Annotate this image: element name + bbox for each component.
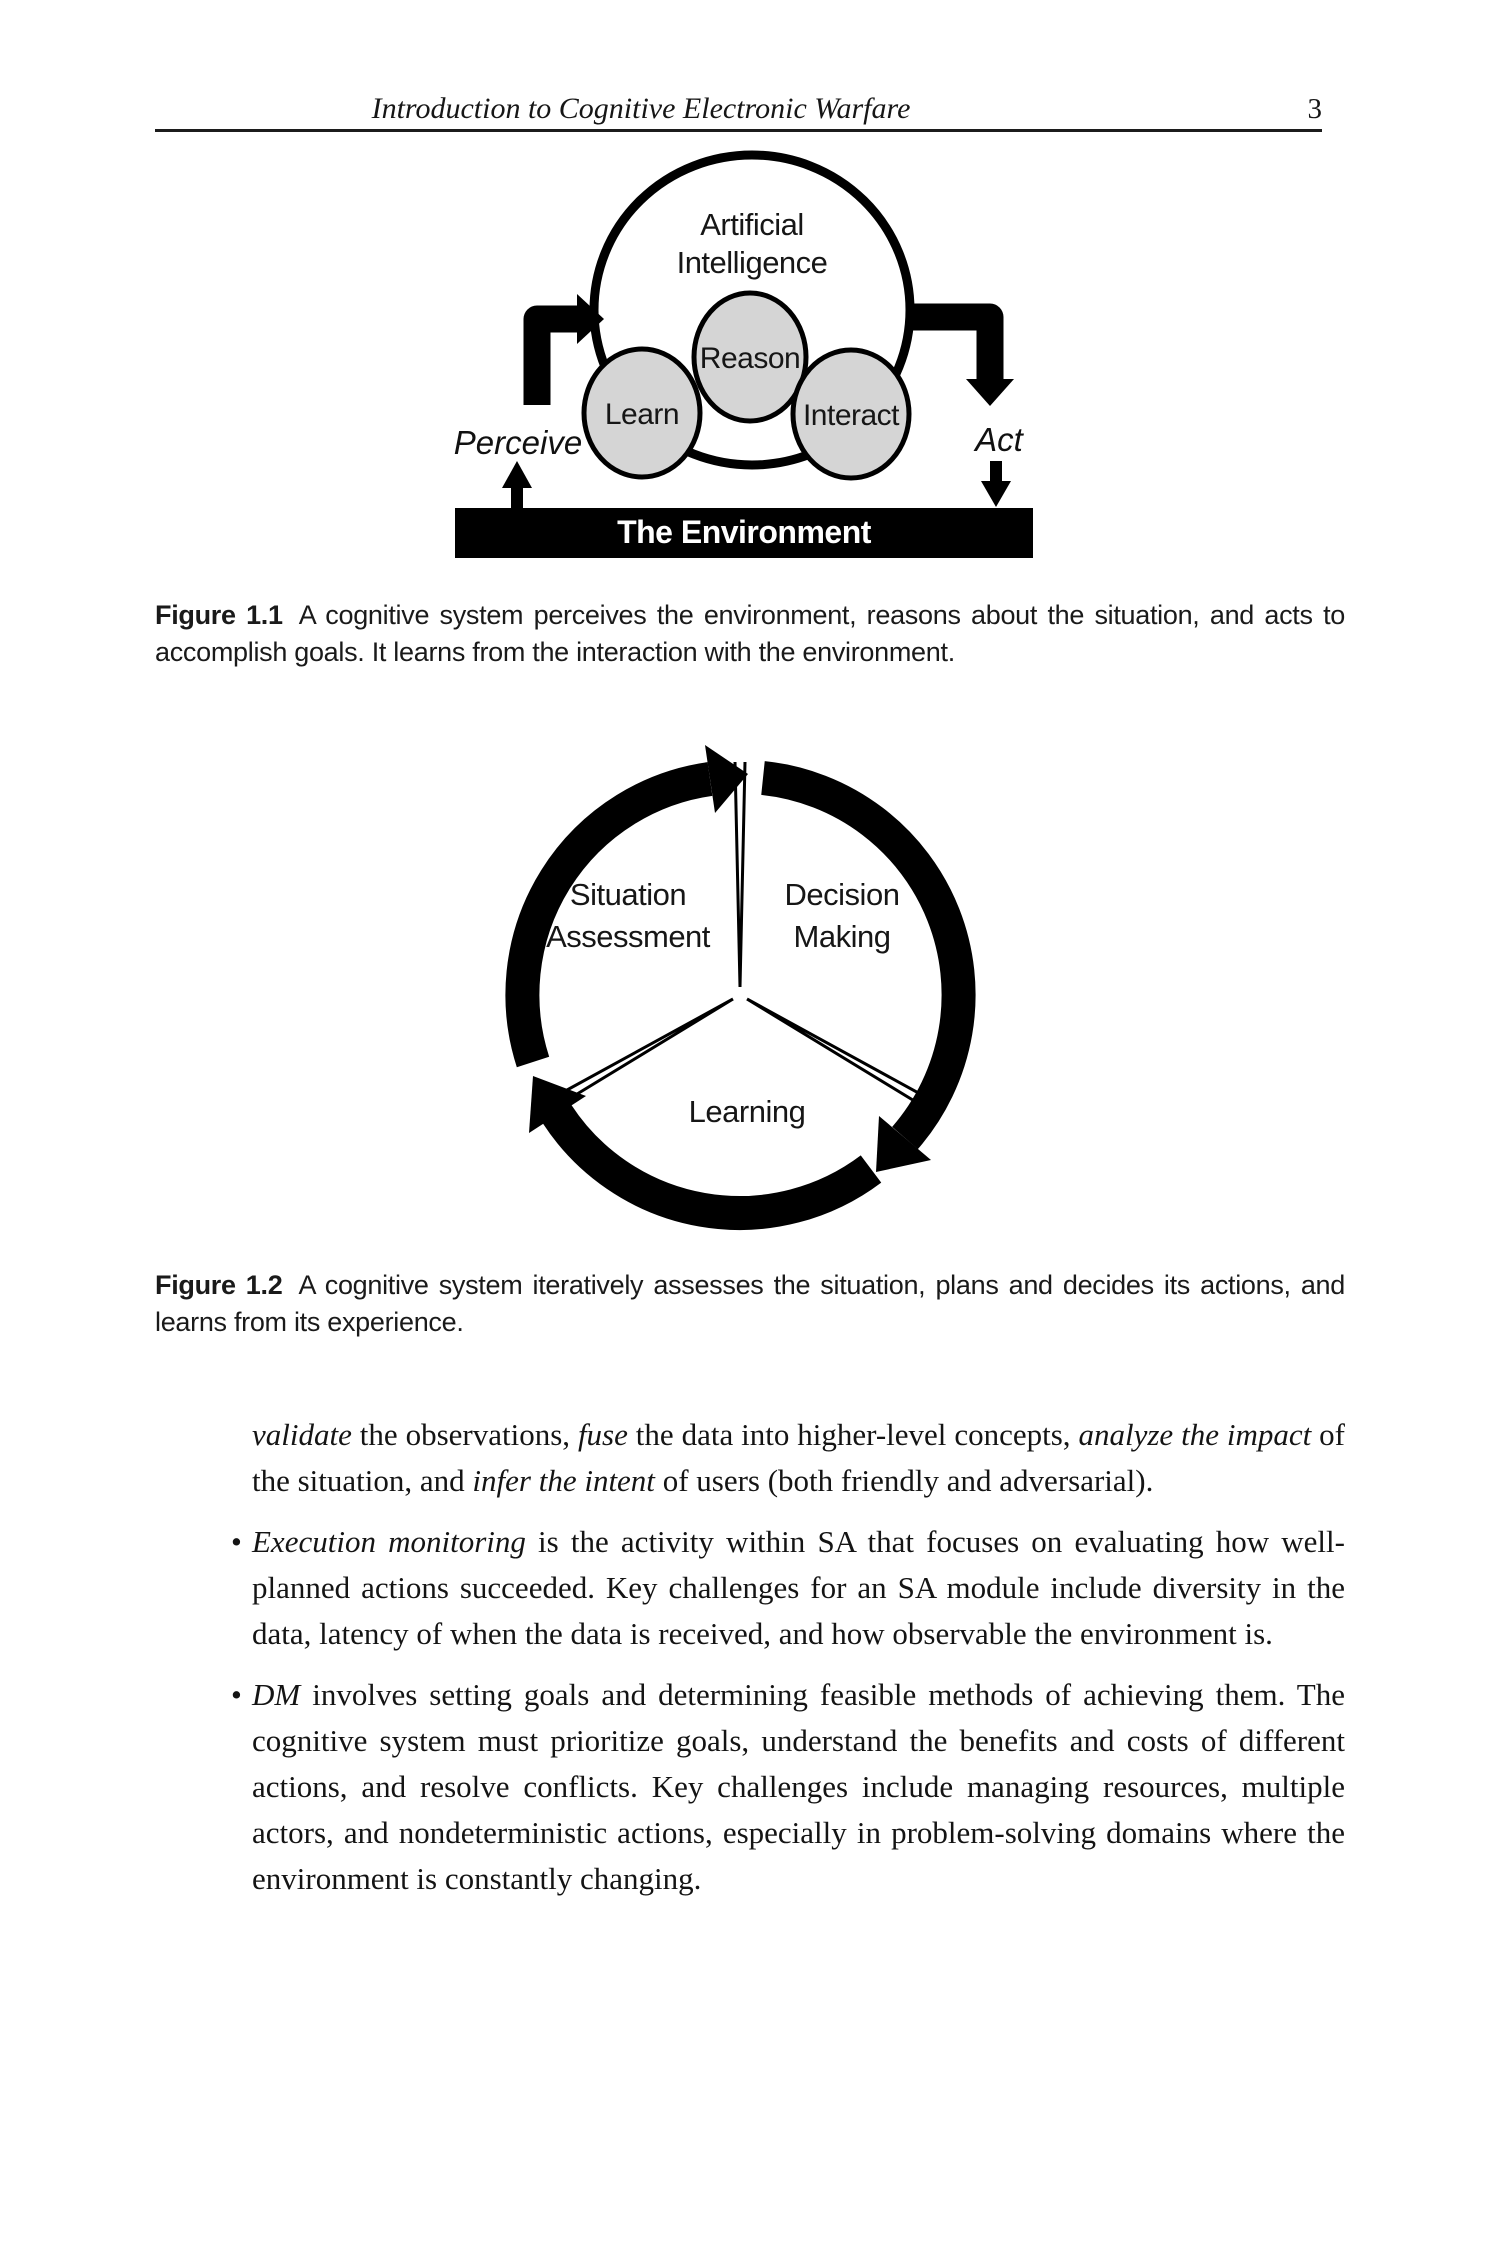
perceive-arrow (537, 319, 578, 405)
ai-label-line2: Intelligence (676, 245, 828, 280)
bullet-text: Execution monitoring is the activity within SA that focuses on evaluating how well-planned actions succeeded. Key challenges for an SA module include diversity in the data, latency of when the data is received, and how observable the environment is. (252, 1524, 1345, 1651)
act-arrow (907, 317, 990, 379)
interact-label: Interact (802, 399, 900, 432)
figure-1-1-caption (155, 597, 1345, 671)
perceive-label: Perceive (453, 424, 583, 461)
act-down-arrowhead-icon (981, 481, 1011, 507)
body-text-block (231, 1412, 1345, 1917)
figure-1-2-caption-label: Figure 1.2 (155, 1270, 283, 1300)
bullet-marker-icon: • (231, 1524, 242, 1559)
environment-label: The Environment (617, 514, 871, 550)
figure-1-2-caption (155, 1267, 1345, 1341)
act-down-arrow-shaft (990, 461, 1002, 483)
ai-label-line1: Artificial (700, 207, 804, 242)
running-header-title: Introduction to Cognitive Electronic Warfare (371, 92, 911, 125)
sector-divider-top (735, 762, 745, 987)
learning-label: Learning (688, 1094, 806, 1129)
learn-label: Learn (604, 398, 680, 431)
figure-1-1-caption-label: Figure 1.1 (155, 600, 283, 630)
body-paragraph: validate the observations, fuse the data into higher-level concepts, analyze the impact of the situation, and infer the intent of users (both friendly and adversarial). (252, 1417, 1345, 1498)
bullet-item-dm (231, 1672, 1345, 1902)
decision-making-label-line1: Decision (784, 877, 900, 912)
cycle-arrowhead-top-icon (705, 745, 748, 813)
figure-1-1-caption-text: A cognitive system perceives the environment, reasons about the situation, and acts to accomplish goals. It learns from the interaction with the environment. (155, 600, 1345, 667)
reason-label: Reason (699, 342, 801, 375)
bullet-item-execution-monitoring (231, 1519, 1345, 1657)
perceive-up-arrowhead-icon (502, 461, 532, 488)
bullet-text: DM involves setting goals and determining feasible methods of achieving them. The cognitive system must prioritize goals, understand the benefits and costs of different actions, and resolve conflicts. Key challenges include managing resources, multiple actors, and nondeterministic actions, especially in problem-solving domains where the environment is constantly changing. (252, 1677, 1345, 1896)
figure-1-2-diagram (480, 730, 1020, 1250)
bullet-marker-icon: • (231, 1677, 242, 1712)
figure-1-1-diagram (400, 120, 1100, 590)
cycle-arc-decision-making (763, 778, 959, 1138)
act-arrowhead-icon (966, 379, 1014, 406)
decision-making-label-line2: Making (793, 919, 891, 954)
page-number: 3 (1307, 93, 1322, 125)
figure-1-2-caption-text: A cognitive system iteratively assesses the situation, plans and decides its actions, and learns from its experience. (155, 1270, 1345, 1337)
situation-assessment-label-line1: Situation (569, 877, 687, 912)
perceive-up-arrow-shaft (511, 486, 523, 508)
act-label: Act (975, 421, 1023, 458)
situation-assessment-label-line2: Assessment (546, 919, 710, 954)
